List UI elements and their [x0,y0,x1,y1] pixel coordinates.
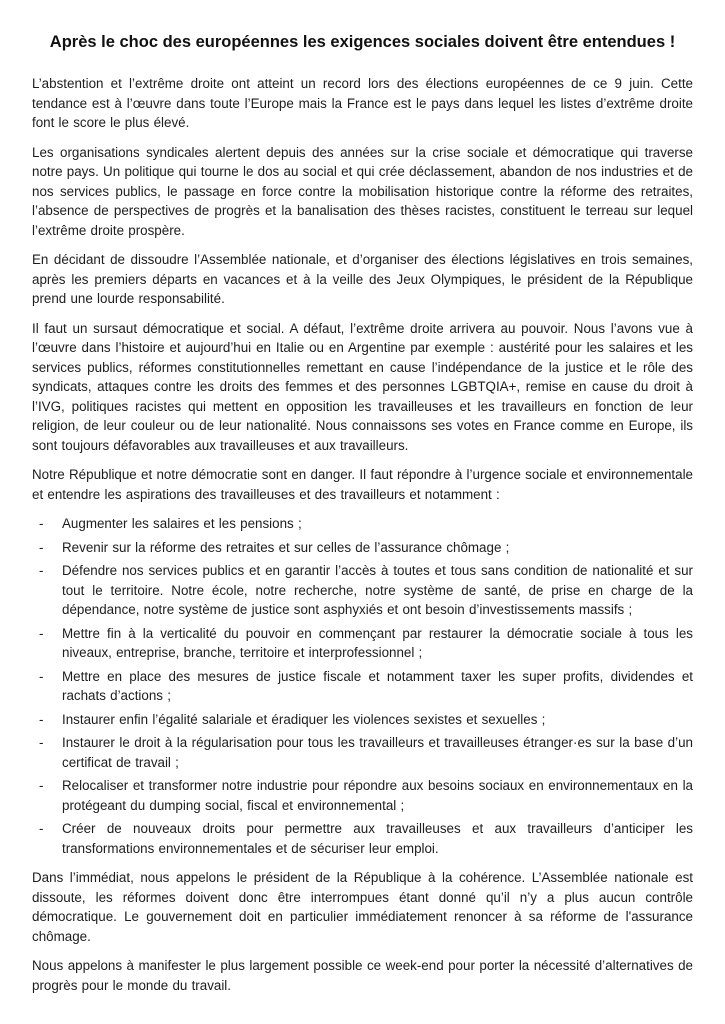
list-item [32,561,693,620]
bullet-marker: - [39,516,44,531]
body-paragraph: L’abstention et l’extrême droite ont atteint un record lors des élections européennes de ce 9 juin. Cette tendance est à l’œuvre dans toute l’Europe mais la France est le pays dans lequel les listes d’extrême droite font le score le plus élevé. [32,76,693,130]
bullet-marker: - [39,821,44,836]
list-item [32,710,693,730]
list-item-text: Augmenter les salaires et les pensions ; [62,516,302,531]
list-item-text: Mettre fin à la verticalité du pouvoir en commençant par restaurer la démocratie sociale à tous les niveaux, entreprise, branche, territoire et interprofessionnel ; [62,625,693,660]
bullet-marker: - [39,711,44,727]
list-item [32,819,693,858]
demands-list [32,514,693,858]
body-paragraph: Il faut un sursaut démocratique et social. A défaut, l’extrême droite arrivera au pouvoir. Nous l’avons vue à l’œuvre dans l’histoire et aujourd’hui en Italie ou en Argentine par exemple : austérité pour les salaires et les services publics, réformes constitutionnelles remettant en cause l’indépendance de la justice et le rôle des syndicats, attaques contre les droits des femmes et des personnes LGBTQIA+, remise en cause du droit à l’IVG, politiques racistes qui mettent en opposition les travailleuses et les travailleurs en fonction de leur religion, de leur couleur ou de leur nationalité. Nous connaissons ses votes en France comme en Europe, ils sont toujours défavorables aux travailleuses et aux travailleurs. [32,320,693,453]
list-item [32,624,693,663]
bullet-marker: - [39,778,44,793]
body-paragraph: Dans l’immédiat, nous appelons le président de la République à la cohérence. L’Assemblée nationale est dissoute, les réformes doivent donc être interrompues étant donné qu’il n’y a plus aucun contrôle démocratique. Le gouvernement doit en particulier immédiatement renoncer à sa réforme de l'assurance chômage. [32,870,693,944]
list-item-text: Créer de nouveaux droits pour permettre aux travailleuses et aux travailleurs d’anticiper les transformations environnementales et de sécuriser leur emploi. [62,821,693,856]
list-item [32,514,693,534]
bullet-marker: - [39,668,44,684]
list-item [32,733,693,772]
bullet-marker: - [39,563,44,578]
document-title: Après le choc des européennes les exigences sociales doivent être entendues ! [49,33,676,51]
list-item [32,667,693,706]
list-item-text: Relocaliser et transformer notre industrie pour répondre aux besoins sociaux en environnementaux en la protégeant du dumping social, fiscal et environnemental ; [62,778,693,813]
bullet-marker: - [39,539,44,555]
bullet-marker: - [39,735,44,750]
list-item-text: Instaurer le droit à la régularisation pour tous les travailleurs et travailleuses étranger·es sur la base d’un certificat de travail ; [62,735,693,770]
body-paragraph: Les organisations syndicales alertent depuis des années sur la crise sociale et démocratique qui traverse notre pays. Un politique qui tourne le dos au social et qui crée déclassement, abandon de nos industries et de nos services publics, le passage en force contre la mobilisation historique contre la réforme des retraites, l’absence de perspectives de progrès et la banalisation des thèses racistes, constituent le terreau sur lequel l’extrême droite prospère. [32,144,693,238]
body-paragraph: Nous appelons à manifester le plus largement possible ce week-end pour porter la nécessité d’alternatives de progrès pour le monde du travail. [32,958,693,993]
body-paragraph: Notre République et notre démocratie sont en danger. Il faut répondre à l’urgence sociale et environnementale et entendre les aspirations des travailleuses et des travailleurs et notamment : [32,467,693,502]
list-item-text: Instaurer enfin l’égalité salariale et éradiquer les violences sexistes et sexuelles ; [62,711,546,727]
list-item-text: Revenir sur la réforme des retraites et sur celles de l’assurance chômage ; [62,539,510,555]
list-item-text: Mettre en place des mesures de justice fiscale et notamment taxer les super profits, dividendes et rachats d’actions ; [62,668,693,703]
bullet-marker: - [39,625,44,641]
list-item [32,776,693,815]
body-paragraph: En décidant de dissoudre l’Assemblée nationale, et d’organiser des élections législatives en trois semaines, après les premiers départs en vacances et à la veille des Jeux Olympiques, le président de la République prend une lourde responsabilité. [32,252,693,306]
list-item-text: Défendre nos services publics et en garantir l’accès à toutes et tous sans condition de nationalité et sur tout le territoire. Notre école, notre recherche, notre système de santé, de prise en charge de la dépendance, notre système de justice sont asphyxiés et ont besoin d’investissements massifs ; [62,563,693,617]
list-item [32,538,693,558]
